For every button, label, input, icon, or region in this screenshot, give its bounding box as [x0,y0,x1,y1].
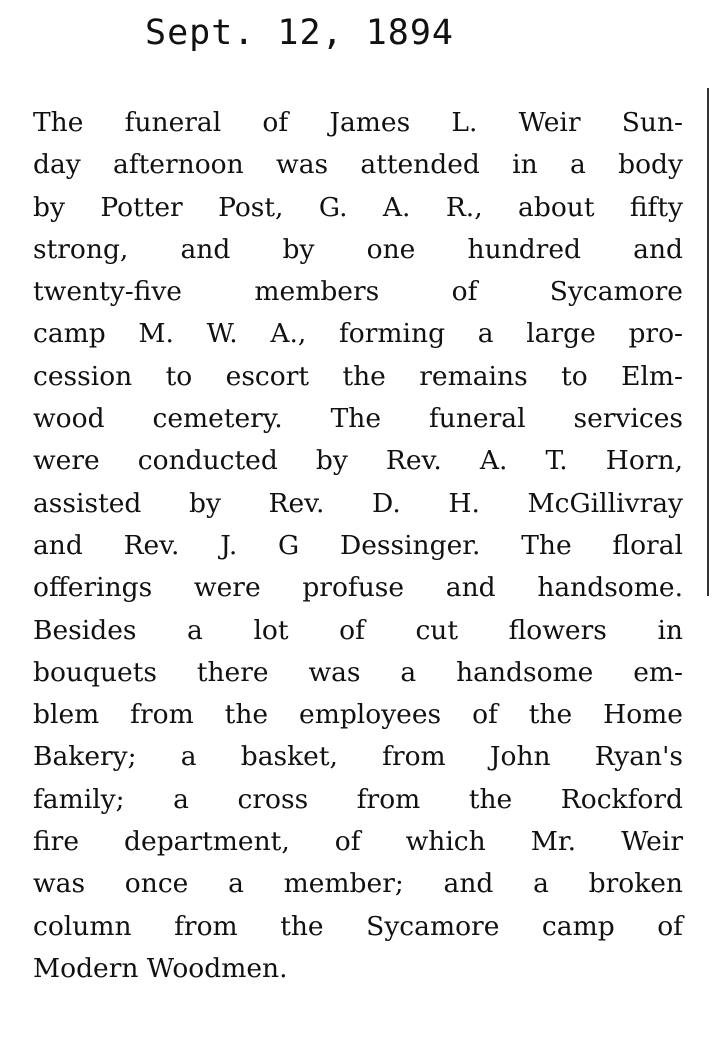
article-line: fire department, of which Mr. Weir [33,826,683,858]
article-line: cession to escort the remains to Elm- [33,360,683,392]
article-line: column from the Sycamore camp of [33,910,683,942]
article-line: by Potter Post, G. A. R., about fifty [33,191,683,223]
article-line: camp M. W. A., forming a large pro- [33,318,683,350]
article-line: Modern Woodmen. [33,952,288,984]
article-line: assisted by Rev. D. H. McGillivray [33,487,683,519]
date-header: Sept. 12, 1894 [145,13,455,53]
article-line: family; a cross from the Rockford [33,783,683,815]
article-line: and Rev. J. G Dessinger. The floral [33,529,683,561]
article-line: offerings were profuse and handsome. [33,572,683,604]
article-line: was once a member; and a broken [33,868,683,900]
article-line: wood cemetery. The funeral services [33,403,683,435]
article-line: were conducted by Rev. A. T. Horn, [33,445,683,477]
article-line: Besides a lot of cut flowers in [33,614,683,646]
article-line: twenty-five members of Sycamore [33,276,683,308]
article-line: day afternoon was attended in a body [33,149,683,181]
article-line: Bakery; a basket, from John Ryan's [33,741,683,773]
column-rule [707,88,709,596]
article-body [33,102,683,990]
article-line: The funeral of James L. Weir Sun- [33,107,683,138]
article-line: bouquets there was a handsome em- [33,656,683,688]
article-line: strong, and by one hundred and [33,233,683,265]
article-line: blem from the employees of the Home [33,699,683,731]
